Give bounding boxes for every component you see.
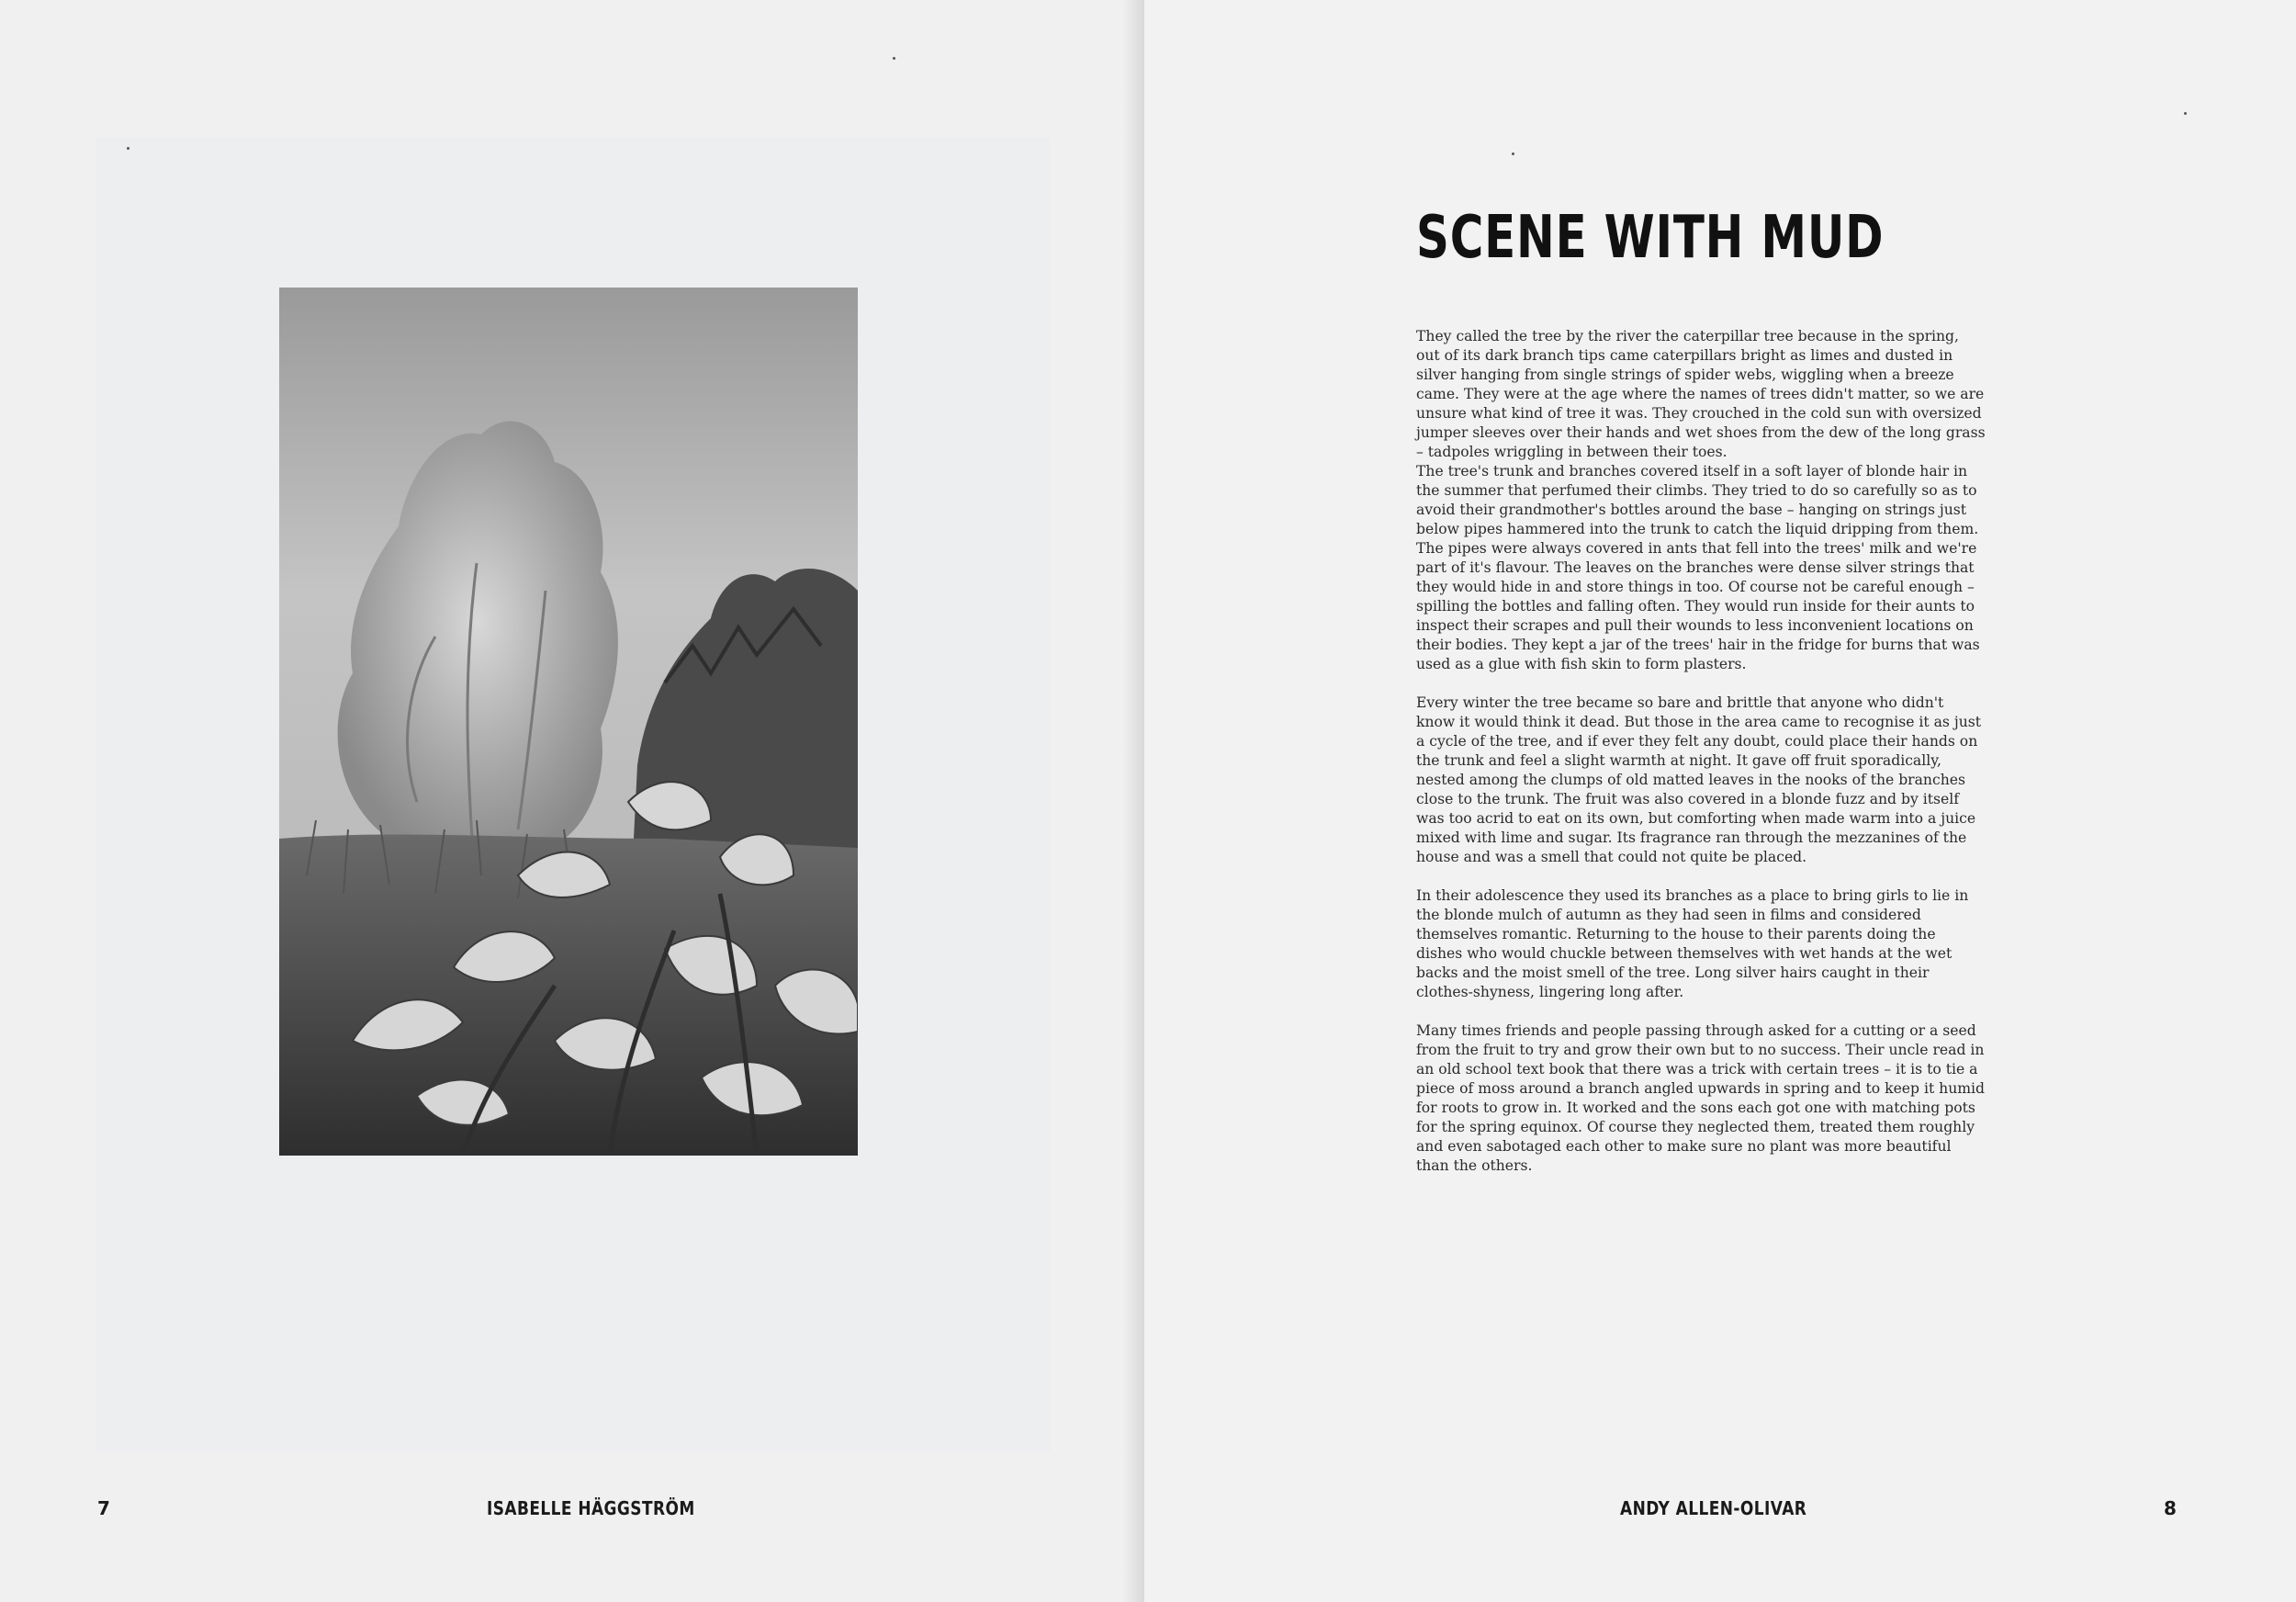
story-paragraph-2: The tree's trunk and branches covered itself in a soft layer of blonde hair in the summer that perfumed their climbs. They tried to do so carefully so as to avoid their grandmother's bottles around the base – hanging on strings just below pipes hammered into the trunk to catch the liquid dripping from them. The pipes were always covered in ants that fell into the trees' milk and we're part of it's flavour. The leaves on the branches were dense silver strings that they would hide in and store things in too. Of course not be careful enough – spilling the bottles and falling often. They would run inside for their aunts to inspect their scrapes and pull their wounds to less inconvenient locations on their bodies. They kept a jar of the trees' hair in the fridge for burns that was used as a glue with fish skin to form plasters. [1416,463,1980,672]
paper-speck [893,57,895,60]
story-paragraph-1: They called the tree by the river the caterpillar tree because in the spring, out of its dark branch tips came caterpillars bright as limes and dusted in silver hanging from single strings of spider webs, wiggling when a breeze came. They were at the age where the names of trees didn't matter, so we are unsure what kind of tree it was. They crouched in the cold sun with oversized jumper sleeves over their hands and wet shoes from the dew of the long grass – tadpoles wriggling in between their toes. [1416,328,1986,460]
story-paragraph-5: Many times friends and people passing through asked for a cutting or a seed from the fruit to try and grow their own but to no success. Their uncle read in an old school text book that there was a trick with certain trees – it is to tie a piece of moss around a branch angled upwards in spring and to keep it humid for roots to grow in. It worked and the sons each got one with matching pots for the spring equinox. Of course they neglected them, treated them roughly and even sabotaged each other to make sure no plant was more beautiful than the others. [1416,1022,1986,1174]
tree-photograph [279,288,858,1156]
paper-speck [2184,112,2187,115]
tree-photograph-illustration [279,288,858,1156]
paper-speck [127,147,129,150]
page-number-right: 8 [2164,1497,2178,1519]
author-name-left: ISABELLE HÄGGSTRÖM [487,1497,695,1519]
left-page [0,0,1144,1602]
story-body [1416,327,1986,1195]
story-title: SCENE WITH MUD [1416,204,1885,272]
story-paragraph-4: In their adolescence they used its branches as a place to bring girls to lie in the blonde mulch of autumn as they had seen in films and considered themselves romantic. Returning to the house to their parents doing the dishes who would chuckle between themselves with wet hands at the wet backs and the moist smell of the tree. Long silver hairs caught in their clothes-shyness, lingering long after. [1416,887,1969,1000]
paper-speck [1512,152,1514,155]
author-name-right: ANDY ALLEN-OLIVAR [1620,1497,1807,1519]
page-number-left: 7 [97,1497,111,1519]
story-paragraph-3: Every winter the tree became so bare and brittle that anyone who didn't know it would think it dead. But those in the area came to recognise it as just a cycle of the tree, and if ever they felt any doubt, could place their hands on the trunk and feel a slight warmth at night. It gave off fruit sporadically, nested among the clumps of old matted leaves in the nooks of the branches close to the trunk. The fruit was also covered in a blonde fuzz and by itself was too acrid to eat on its own, but comforting when made warm into a juice mixed with lime and sugar. Its fragrance ran through the mezzanines of the house and was a smell that could not quite be placed. [1416,694,1982,865]
